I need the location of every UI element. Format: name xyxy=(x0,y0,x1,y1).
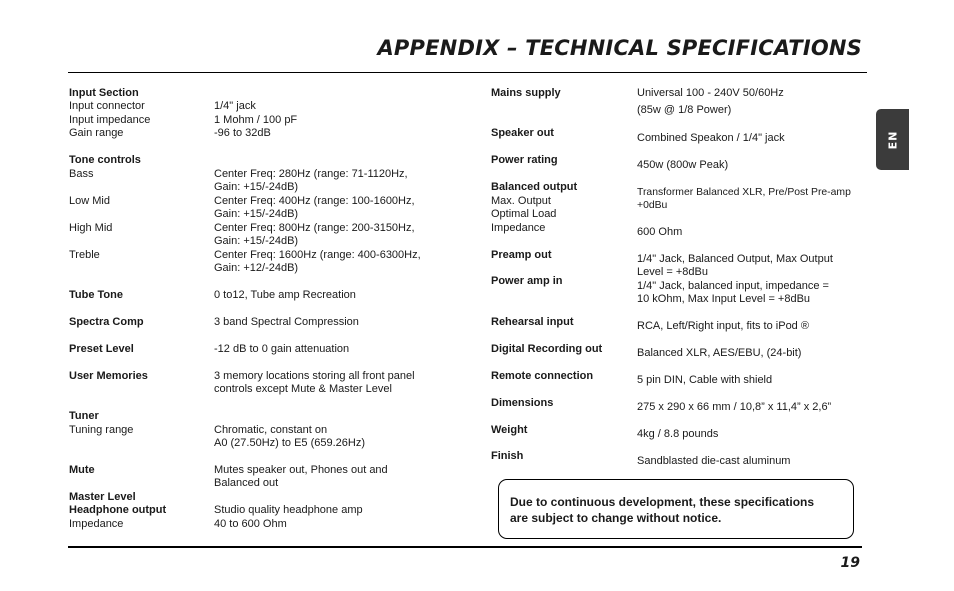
headphone-impedance-label: Impedance xyxy=(69,518,124,530)
input-impedance-value: 1 Mohm / 100 pF xyxy=(214,114,298,126)
balanced-impedance-label: Impedance xyxy=(491,222,546,234)
speaker-out-label: Speaker out xyxy=(491,127,554,139)
weight-label: Weight xyxy=(491,424,528,436)
high-mid-label: High Mid xyxy=(69,222,113,234)
mute-label: Mute xyxy=(69,464,95,476)
balanced-output-heading: Balanced output xyxy=(491,181,578,193)
notice-text xyxy=(510,494,850,526)
preamp-out-value-line2: Level = +8dBu xyxy=(637,266,708,278)
bass-value-line2: Gain: +15/-24dB) xyxy=(214,181,299,193)
treble-value-line2: Gain: +12/-24dB) xyxy=(214,262,299,274)
preset-level-value: -12 dB to 0 gain attenuation xyxy=(214,343,350,355)
page-title: APPENDIX – TECHNICAL SPECIFICATIONS xyxy=(377,36,862,60)
tuner-heading: Tuner xyxy=(69,410,99,422)
weight-value: 4kg / 8.8 pounds xyxy=(637,428,719,440)
power-amp-in-value-line2: 10 kOhm, Max Input Level = +8dBu xyxy=(637,293,811,305)
digital-recording-out-label: Digital Recording out xyxy=(491,343,603,355)
tone-controls-heading: Tone controls xyxy=(69,154,141,166)
header-rule xyxy=(68,72,867,73)
mains-supply-value-line2: (85w @ 1/8 Power) xyxy=(637,104,732,116)
power-amp-in-label: Power amp in xyxy=(491,275,563,287)
bass-label: Bass xyxy=(69,168,94,180)
tube-tone-label: Tube Tone xyxy=(69,289,123,301)
language-tab xyxy=(876,109,909,170)
balanced-output-value-line1: Transformer Balanced XLR, Pre/Post Pre-amp xyxy=(637,187,851,198)
balanced-output-value-line2: +0dBu xyxy=(637,200,668,211)
input-connector-label: Input connector xyxy=(69,100,145,112)
gain-range-value: -96 to 32dB xyxy=(214,127,271,139)
headphone-impedance-value: 40 to 600 Ohm xyxy=(214,518,287,530)
mute-value-line1: Mutes speaker out, Phones out and xyxy=(214,464,388,476)
notice-box xyxy=(498,479,854,539)
high-mid-value-line1: Center Freq: 800Hz (range: 200-3150Hz, xyxy=(214,222,415,234)
finish-value: Sandblasted die-cast aluminum xyxy=(637,455,791,467)
user-memories-label: User Memories xyxy=(69,370,148,382)
power-rating-value: 450w (800w Peak) xyxy=(637,159,729,171)
dimensions-value: 275 x 290 x 66 mm / 10,8” x 11,4” x 2,6” xyxy=(637,401,832,413)
mains-supply-value-line1: Universal 100 - 240V 50/60Hz xyxy=(637,87,784,99)
rehearsal-input-value: RCA, Left/Right input, fits to iPod ® xyxy=(637,320,809,332)
input-impedance-label: Input impedance xyxy=(69,114,151,126)
finish-label: Finish xyxy=(491,450,524,462)
headphone-output-value: Studio quality headphone amp xyxy=(214,504,363,516)
user-memories-value-line2: controls except Mute & Master Level xyxy=(214,383,392,395)
low-mid-value-line2: Gain: +15/-24dB) xyxy=(214,208,299,220)
dimensions-label: Dimensions xyxy=(491,397,554,409)
power-rating-label: Power rating xyxy=(491,154,558,166)
preset-level-label: Preset Level xyxy=(69,343,134,355)
spectra-comp-value: 3 band Spectral Compression xyxy=(214,316,359,328)
spectra-comp-label: Spectra Comp xyxy=(69,316,144,328)
treble-value-line1: Center Freq: 1600Hz (range: 400-6300Hz, xyxy=(214,249,421,261)
input-section-heading: Input Section xyxy=(69,87,139,99)
low-mid-value-line1: Center Freq: 400Hz (range: 100-1600Hz, xyxy=(214,195,415,207)
speaker-out-value: Combined Speakon / 1/4" jack xyxy=(637,132,785,144)
mute-value-line2: Balanced out xyxy=(214,477,279,489)
rehearsal-input-label: Rehearsal input xyxy=(491,316,574,328)
low-mid-label: Low Mid xyxy=(69,195,110,207)
footer-rule xyxy=(68,546,862,548)
page-number: 19 xyxy=(840,555,860,571)
treble-label: Treble xyxy=(69,249,100,261)
power-amp-in-value-line1: 1/4" Jack, balanced input, impedance = xyxy=(637,280,829,292)
notice-line1: Due to continuous development, these specifications xyxy=(510,495,815,509)
headphone-output-label: Headphone output xyxy=(69,504,167,516)
input-connector-value: 1/4" jack xyxy=(214,100,256,112)
master-level-label: Master Level xyxy=(69,491,136,503)
preamp-out-label: Preamp out xyxy=(491,249,552,261)
tuning-range-value-line2: A0 (27.50Hz) to E5 (659.26Hz) xyxy=(214,437,366,449)
remote-connection-value: 5 pin DIN, Cable with shield xyxy=(637,374,773,386)
mains-supply-label: Mains supply xyxy=(491,87,561,99)
preamp-out-value-line1: 1/4" Jack, Balanced Output, Max Output xyxy=(637,253,833,265)
max-output-label: Max. Output xyxy=(491,195,551,207)
digital-recording-out-value: Balanced XLR, AES/EBU, (24-bit) xyxy=(637,347,802,359)
optimal-load-label: Optimal Load xyxy=(491,208,557,220)
bass-value-line1: Center Freq: 280Hz (range: 71-1120Hz, xyxy=(214,168,408,180)
high-mid-value-line2: Gain: +15/-24dB) xyxy=(214,235,299,247)
notice-line2: are subject to change without notice. xyxy=(510,511,722,525)
language-tab-label: EN xyxy=(886,130,899,149)
remote-connection-label: Remote connection xyxy=(491,370,594,382)
tuning-range-value-line1: Chromatic, constant on xyxy=(214,424,328,436)
tube-tone-value: 0 to12, Tube amp Recreation xyxy=(214,289,356,301)
user-memories-value-line1: 3 memory locations storing all front panel xyxy=(214,370,415,382)
gain-range-label: Gain range xyxy=(69,127,124,139)
tuning-range-label: Tuning range xyxy=(69,424,134,436)
balanced-impedance-value: 600 Ohm xyxy=(637,226,683,238)
